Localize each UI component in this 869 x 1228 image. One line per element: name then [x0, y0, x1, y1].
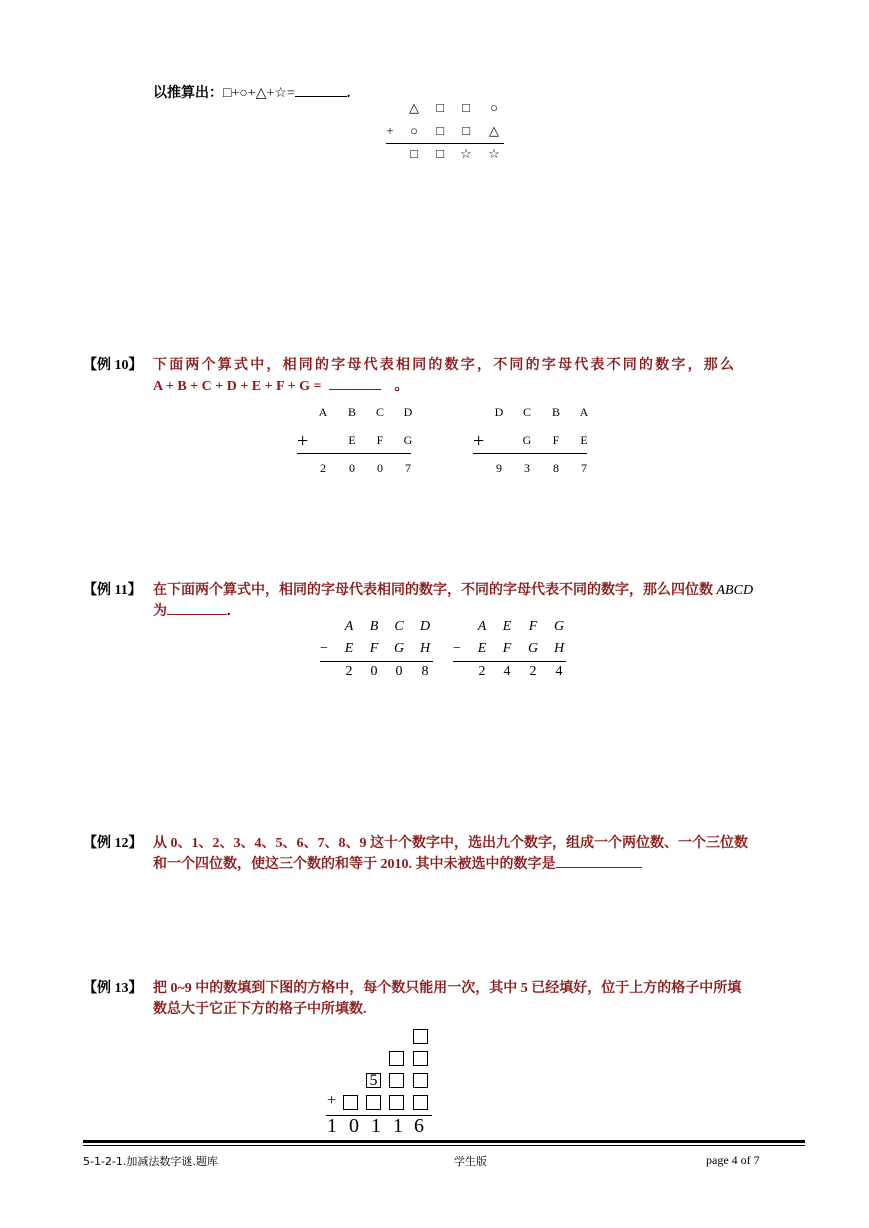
eq-digit: 8	[421, 664, 429, 679]
footer-rule-thin	[83, 1145, 805, 1146]
eq-char: G	[553, 619, 565, 634]
shape-row1-1: △	[409, 100, 419, 115]
eq-digit: 0	[377, 461, 383, 475]
ex12-line2	[153, 853, 642, 873]
intro-prefix: 以推算出：	[153, 86, 223, 101]
ex13-line1: 把 0~9 中的数填到下图的方格中，每个数只能用一次，其中 5 已经填好，位于上方的格子中所填	[153, 981, 742, 996]
shape-row2-4: △	[489, 123, 499, 138]
ex11-prefix: 为	[153, 604, 167, 619]
shape-row1-3: □	[462, 100, 470, 115]
footer-page: page 4 of 7	[706, 1153, 760, 1167]
digit-box[interactable]	[389, 1051, 404, 1066]
sum-line	[386, 143, 504, 144]
eq-digit: 3	[524, 461, 530, 475]
result-digit: 1	[371, 1115, 381, 1137]
eq-char: E	[477, 641, 487, 656]
shape-row1-2: □	[436, 100, 444, 115]
digit-box[interactable]	[366, 1095, 381, 1110]
plus-sign: +	[297, 430, 309, 452]
eq-char: A	[318, 405, 328, 419]
eq-char: C	[394, 619, 404, 634]
result-digit: 1	[327, 1115, 337, 1137]
eq-char: D	[494, 405, 504, 419]
ex11-label: 【例 11】	[83, 583, 142, 598]
shape-row1-4: ○	[490, 100, 498, 115]
eq-digit: 8	[553, 461, 559, 475]
eq-char: A	[579, 405, 589, 419]
footer-rule-thick	[83, 1140, 805, 1143]
eq-char: G	[403, 433, 413, 447]
shape-row2-2: □	[436, 123, 444, 138]
eq-digit: 0	[370, 664, 378, 679]
ex13-label: 【例 13】	[83, 981, 143, 996]
digit-box[interactable]	[389, 1095, 404, 1110]
eq-char: G	[527, 641, 539, 656]
ex11-line2	[153, 600, 231, 620]
ex10-line1: 下面两个算式中，相同的字母代表相同的数字，不同的字母代表不同的数字，那么	[153, 358, 737, 373]
ex10-label: 【例 10】	[83, 358, 143, 373]
digit-box[interactable]	[413, 1051, 428, 1066]
eq-char: F	[376, 433, 384, 447]
eq-digit: 4	[503, 664, 511, 679]
footer-left: 5-1-2-1.加减法数字谜.题库	[83, 1155, 218, 1168]
ex12-answer-blank[interactable]	[556, 853, 642, 868]
shape-res-1: □	[410, 146, 418, 161]
digit-box[interactable]	[413, 1029, 428, 1044]
shape-res-4: ☆	[488, 146, 500, 161]
intro-expression: □+○+△+☆=	[223, 86, 295, 101]
eq-char: D	[419, 619, 431, 634]
sum-line	[453, 661, 566, 662]
eq-char: B	[369, 619, 379, 634]
ex10-answer-blank[interactable]	[329, 375, 381, 390]
eq-char: C	[375, 405, 384, 419]
shape-res-3: ☆	[460, 146, 472, 161]
ex11-answer-blank[interactable]	[167, 600, 227, 615]
eq-digit: 2	[320, 461, 326, 475]
digit-box[interactable]	[413, 1073, 428, 1088]
eq-digit: 4	[555, 664, 563, 679]
eq-digit: 2	[529, 664, 537, 679]
eq-char: F	[528, 619, 538, 634]
eq-digit: 0	[349, 461, 355, 475]
eq-char: H	[553, 641, 565, 656]
eq-digit: 7	[581, 461, 587, 475]
plus-sign: +	[473, 430, 485, 452]
shape-row2-1: ○	[410, 123, 418, 138]
ex10-line2	[153, 375, 409, 395]
shape-res-2: □	[436, 146, 444, 161]
ex12-label: 【例 12】	[83, 836, 143, 851]
footer-center: 学生版	[454, 1155, 487, 1168]
eq-char: E	[344, 641, 354, 656]
eq-char: G	[393, 641, 405, 656]
eq-char: B	[347, 405, 356, 419]
minus-sign: −	[453, 641, 461, 656]
ex12-text: 和一个四位数，使这三个数的和等于 2010. 其中未被选中的数字是	[153, 857, 556, 872]
ex11-abcd: ABCD	[716, 583, 754, 598]
intro-line	[153, 82, 350, 102]
eq-digit: 9	[496, 461, 502, 475]
eq-char: B	[551, 405, 560, 419]
given-digit-box: 5	[366, 1073, 381, 1088]
ex11-end: .	[227, 604, 231, 619]
eq-char: E	[580, 433, 588, 447]
digit-box[interactable]	[343, 1095, 358, 1110]
eq-digit: 7	[405, 461, 411, 475]
sum-line	[473, 453, 587, 454]
eq-char: E	[348, 433, 356, 447]
answer-blank[interactable]	[295, 82, 347, 97]
eq-char: E	[502, 619, 512, 634]
ex11-line1	[153, 579, 753, 599]
result-digit: 1	[393, 1115, 403, 1137]
eq-digit: 0	[395, 664, 403, 679]
eq-char: A	[477, 619, 487, 634]
plus-sign: +	[327, 1092, 337, 1109]
sum-line	[297, 453, 411, 454]
eq-char: F	[552, 433, 560, 447]
intro-end: .	[346, 86, 351, 101]
eq-char: F	[502, 641, 512, 656]
ex11-text: 在下面两个算式中，相同的字母代表相同的数字，不同的字母代表不同的数字，那么四位数	[153, 583, 713, 598]
eq-digit: 2	[478, 664, 486, 679]
result-digit: 0	[349, 1115, 359, 1137]
plus-sign: +	[386, 123, 394, 138]
ex10-end: 。	[394, 379, 409, 394]
eq-digit: 2	[345, 664, 353, 679]
digit-box[interactable]	[389, 1073, 404, 1088]
eq-char: D	[403, 405, 413, 419]
eq-char: C	[522, 405, 531, 419]
result-digit: 6	[414, 1115, 424, 1137]
eq-char: H	[419, 641, 431, 656]
ex10-expression: A + B + C + D + E + F + G =	[153, 379, 322, 394]
ex13-line2: 数总大于它正下方的格子中所填数.	[153, 1002, 367, 1017]
sum-line	[320, 661, 433, 662]
eq-char: G	[522, 433, 532, 447]
ex12-line1: 从 0、1、2、3、4、5、6、7、8、9 这十个数字中，选出九个数字，组成一个两位数、一个三位数	[153, 836, 748, 851]
digit-box[interactable]	[413, 1095, 428, 1110]
minus-sign: −	[320, 641, 328, 656]
eq-char: F	[369, 641, 379, 656]
shape-row2-3: □	[462, 123, 470, 138]
eq-char: A	[344, 619, 354, 634]
